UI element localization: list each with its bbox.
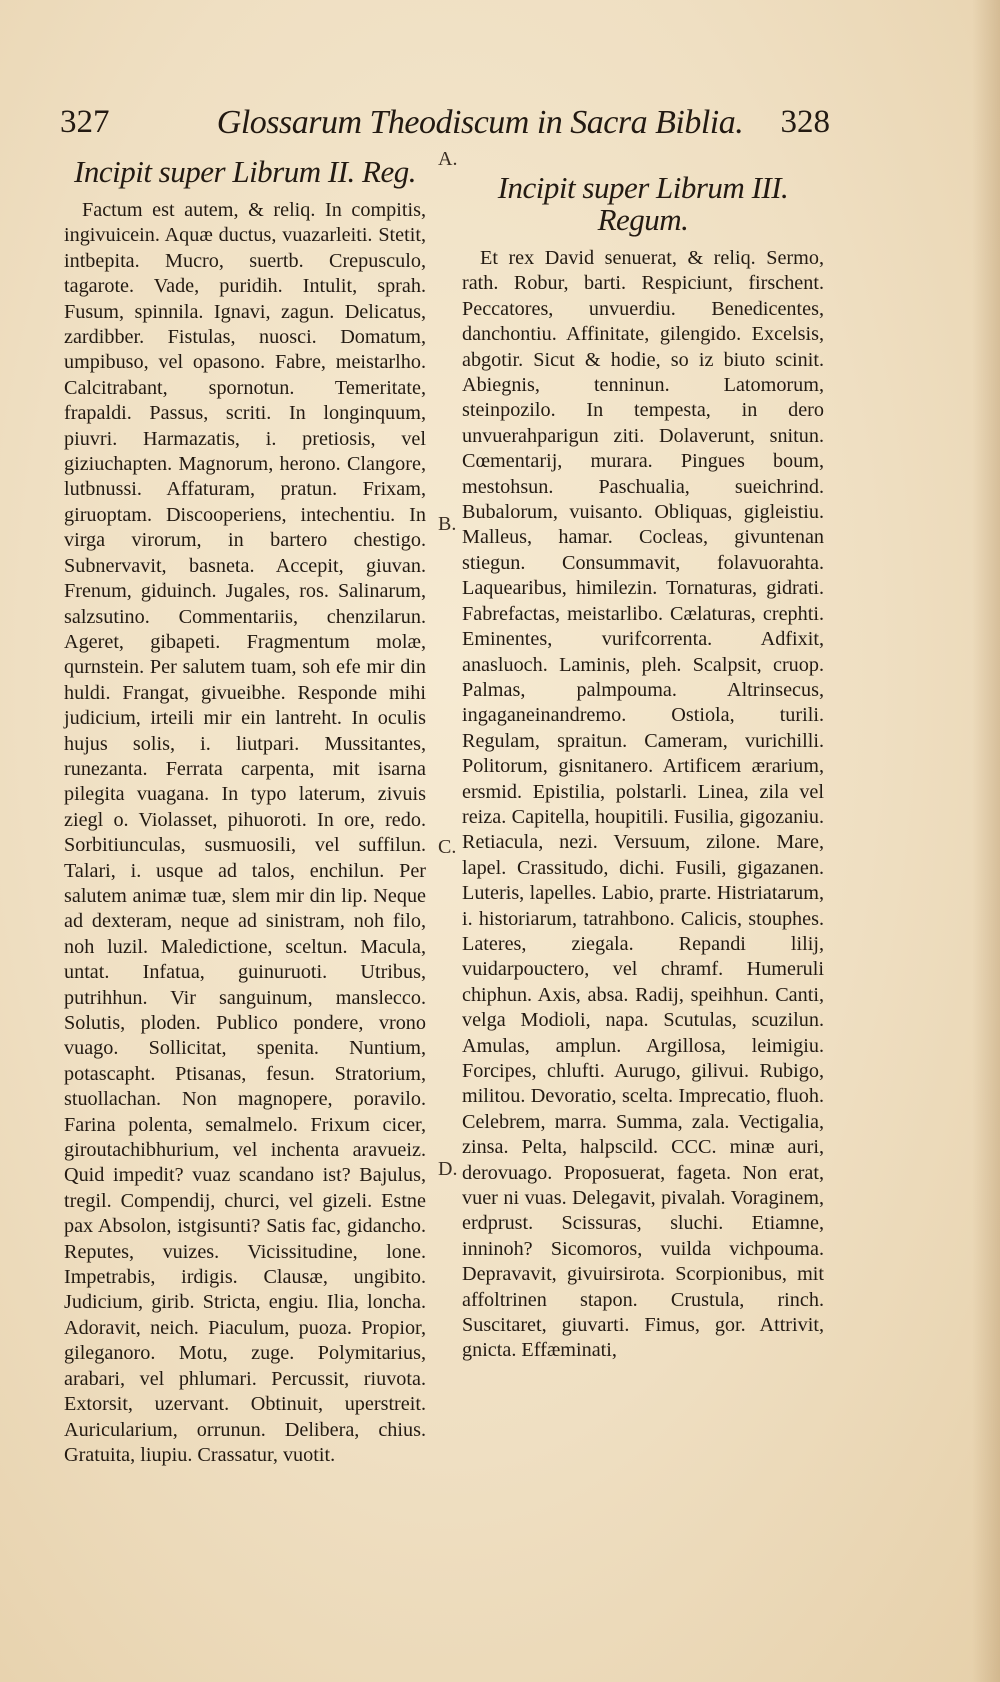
left-column (64, 152, 426, 1472)
glossary-text-left: Factum est autem, & reliq. In compitis, ingivuicein. Aquæ ductus, vuazarleiti. Stetit, intbepita. Mucro, suertb. Crepusculo, tagarote. Vade, puridih. Intulit, sprah. Fusum, spinnila. Ignavi, zagun. Delicatus, zardibber. Fistulas, nuosci. Domatum, umpibuso, vel opasono. Fabre, meistarlho. Calcitrabant, spornotun. Temeritate, frapaldi. Passus, scriti. In longinquum, piuvri. Harmazatis, i. pretiosis, vel giziuchapten. Magnorum, herono. Clangore, lutbnussi. Affaturam, pratun. Frixam, giruoptam. Discooperiens, intechentiu. In virga virorum, in bartero chestigo. Subnervavit, basneta. Accepit, giuvan. Frenum, giduinch. Jugales, ros. Salinarum, salzsutino. Commentariis, chenzilarun. Ageret, gibapeti. Fragmentum molæ, qurnstein. Per salutem tuam, soh efe mir din huldi. Frangat, givueibhe. Responde mihi judicium, irteili mir ein lantreht. In oculis hujus solis, i. liutpari. Mussitantes, runezanta. Ferrata carpenta, mit isarna pilegita vuagana. In typo laterum, zivuis ziegl o. Violasset, pihuoroti. In ore, redo. Sorbitiunculas, susmuosili, vel suffilun. Talari, i. usque ad talos, enchilun. Per salutem animæ tuæ, slem mir din lip. Neque ad dexteram, neque ad sinistram, noh filo, noh luzil. Maledictione, sceltun. Macula, untat. Infatua, guinuruoti. Utribus, putrihhun. Vir sanguinum, manslecco. Solutis, ploden. Publico pondere, vrono vuago. Sollicitat, spenita. Nuntium, potascapht. Ptisanas, fesun. Stratorium, stuollachan. Non magnopere, poravilo. Farina polenta, semalmelo. Frixum cicer, giroutachibhurium, vel inchenta aravueiz. Quid impedit? vuaz scandano ist? Bajulus, tregil. Compendij, churci, vel gizeli. Estne pax Absolon, istgisunti? Satis fac, gidancho. Reputes, vuizes. Vicissitudine, lone. Impetrabis, irdigis. Clausæ, ungibito. Judicium, girib. Stricta, engiu. Ilia, loncha. Adoravit, neich. Piaculum, puoza. Propior, gileganoro. Motu, zuge. Polymitarius, arabari, vel phlumari. Percussit, riuvota. Extorsit, uzervant. Obtinuit, uperstreit. Auricularium, orrunun. Delibera, chius. Gratuita, liupiu. Crassatur, vuotit. (64, 199, 426, 1466)
margin-letter-a: A. (438, 148, 458, 170)
page-number-right: 328 (780, 104, 830, 140)
glossary-text-right: Et rex David senuerat, & reliq. Sermo, rath. Robur, barti. Respiciunt, firschent. Peccatores, unvuerdiu. Benedicentes, danchontiu. Affinitate, gilengido. Excelsis, abgotir. Sicut & hodie, so iz biuto scinit. Abiegnis, tenninun. Latomorum, steinpozilo. In tempesta, in dero unvuerahparigun ziti. Dolaverunt, snitun. Cœmentarij, murara. Pingues boum, mestohsun. Paschualia, sueichrind. Bubalorum, vuisanto. Obliquas, gigleistiu. Malleus, hamar. Cocleas, givuntenan stiegun. Consummavit, folavuorahta. Laquearibus, himilezin. Tornaturas, gidrati. Fabrefactas, meistarlibo. Cælaturas, crephti. Eminentes, vurifcorrenta. Adfixit, anasluoch. Laminis, pleh. Scalpsit, cruop. Palmas, palmpouma. Altrinsecus, ingaganeinandremo. Ostiola, turili. Regulam, spraitun. Cameram, vurichilli. Politorum, gisnitanero. Artificem ærarium, ersmid. Epistilia, polstarli. Linea, zila vel reiza. Capitella, houpitili. Fusilia, gigozaniu. Retiacula, nezi. Versuum, zilone. Mare, lapel. Crassitudo, dichi. Fusili, gigazanen. Luteris, lapelles. Labio, prarte. Histriatarum, i. historiarum, tatrahbono. Calicis, stouphes. Lateres, ziegala. Repandi lilij, vuidarpouctero, vel chramf. Humeruli chiphun. Axis, absa. Radij, speihhun. Canti, velga Modioli, napa. Scutulas, scuzilun. Amulas, amplun. Argillosa, leimigiu. Forcipes, chlufti. Aurugo, gilivui. Rubigo, militou. Devoratio, scelta. Imprecatio, fluoh. Celebrem, marra. Summa, zala. Vectigalia, zinsa. Pelta, halpscild. CCC. minæ auri, derovuago. Proposuerat, fageta. Non erat, vuer ni vuas. Delegavit, pivalah. Voraginem, erdprust. Scissuras, sluchi. Etiamne, inninoh? Sicomoros, vuilda vichpouma. Depravavit, givuirsirota. Scorpionibus, mit affoltrinen stapon. Crustula, rinch. Suscitaret, giuvarti. Fimus, gor. Attrivit, gnicta. Effæminati, (462, 247, 824, 1362)
margin-letter-d: D. (438, 1158, 458, 1180)
running-title: Glossarum Theodiscum in Sacra Biblia. (216, 104, 744, 141)
page-edge-shadow (972, 0, 1000, 1682)
section-heading-book-iii: Incipit super Librum III. Regum. (497, 170, 789, 237)
page-number-left: 327 (60, 104, 110, 140)
margin-letter-b: B. (438, 513, 457, 535)
section-heading-book-ii: Incipit super Librum II. Reg. (74, 154, 416, 189)
running-header (60, 104, 830, 148)
right-column (462, 152, 824, 1368)
margin-letter-c: C. (438, 836, 457, 858)
